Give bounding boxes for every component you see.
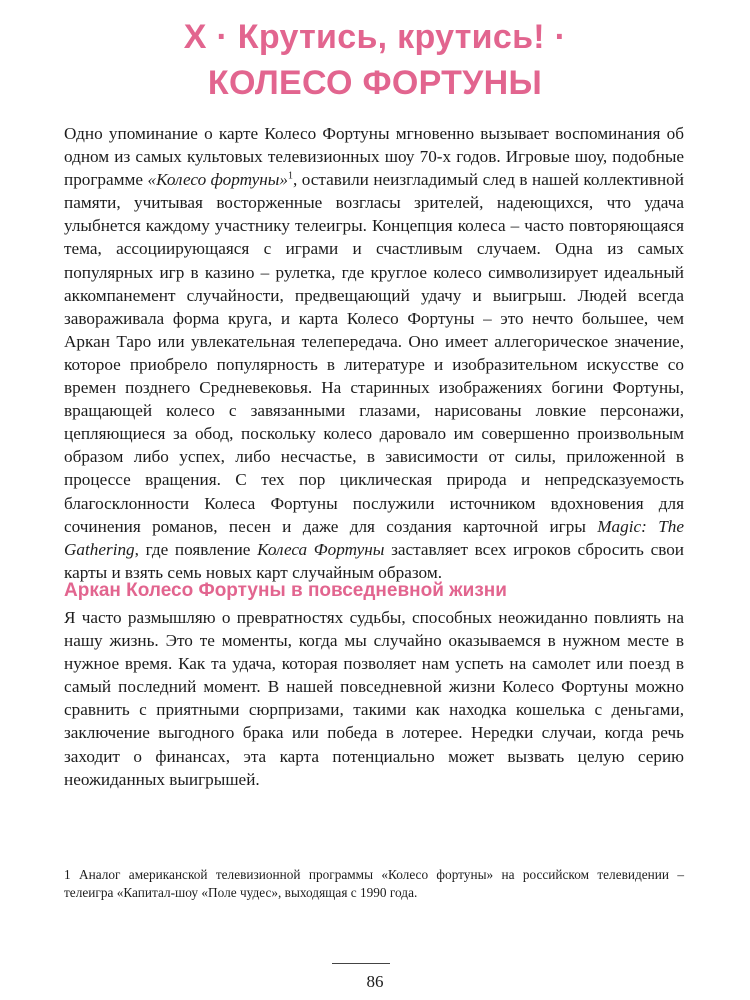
intro-text-part-a: Одно упоминание о карте Колесо Фортуны мгновенно вызывает воспоминания об одном из самых культовых телевизионных шоу 70-х годов. Игровые шоу, подобные программе <box>64 124 684 190</box>
page-number: 86 <box>366 972 384 991</box>
footer-divider <box>332 963 390 964</box>
intro-text-part-c: , оставили неизгладимый след в нашей коллективной памяти, учитывая восторженные возгласы зрителей, надеющихся, что удача улыбнется каждому участнику телеигры. Концепция колеса – часто повторяющаяся тема, ассоциирующаяся с играми и счастливым случаем. Одна из самых популярных игр в казино – рулетка, где круглое колесо символизирует идеальный аккомпанемент случайности, предвещающий удачу и выигрыш. Людей всегда завораживала форма круга, и карта Колесо Фортуны – это нечто большее, чем Аркан Таро или увлекательная телепередача. Оно имеет аллегорическое значение, которое приобрело популярность в литературе и изобразительном искусстве со времен позднего Средневековья. На старинных изображениях богини Фортуны, вращающей колесо с завязанными глазами, нарисованы ловкие персонажи, цепляющиеся за обод, поскольку колесо даровало им совершенно произвольным образом либо успех, либо несчастье, в зависимости от силы, приложенной в процессе вращения. С тех пор циклическая природа и непредсказуемость благосклонности Колеса Фортуны послужили источником вдохновения для сочинения романов, песен и даже для создания карточной игры <box>64 170 684 536</box>
everyday-life-paragraph: Я часто размышляю о превратностях судьбы, способных неожиданно повлиять на нашу жизнь. Это те моменты, когда мы случайно оказываемся в нужном месте в нужное время. Как та удача, которая позволяет нам успеть на самолет или поезд в самый последний момент. В нашей повседневной жизни Колесо Фортуны можно сравнить с приятными сюрпризами, такими как находка кошелька с деньгами, заключение выгодного брака или победа в лотерее. Нередки случаи, когда речь заходит о финансах, эта карта потенциально может вызвать целую серию неожиданных выигрышей. <box>64 608 684 789</box>
footnote-reference: 1 <box>287 170 293 182</box>
intro-section <box>64 122 684 584</box>
intro-text-part-g: заставляет всех игроков сбросить свои карты и взять семь новых карт случайным образом. <box>64 539 685 582</box>
chapter-title-line-2: КОЛЕСО ФОРТУНЫ <box>207 64 543 102</box>
intro-paragraph <box>64 122 684 584</box>
intro-text-part-e: , где появление <box>134 539 258 559</box>
show-title-italic: «Колесо фортуны» <box>147 170 288 190</box>
footnote: 1 Аналог американской телевизионной программы «Колесо фортуны» на российском телевидении – телеигра «Капитал-шоу «Поле чудес», выходящая с 1990 года. <box>64 867 684 900</box>
card-name-italic: Колеса Фортуны <box>257 539 385 559</box>
chapter-title <box>0 14 750 106</box>
game-title-italic: Magic: The Gathering <box>64 516 684 559</box>
section-heading: Аркан Колесо Фортуны в повседневной жизни <box>64 580 507 601</box>
everyday-life-section <box>64 606 684 791</box>
chapter-title-line-1: X · Крутись, крутись! · <box>183 18 567 56</box>
